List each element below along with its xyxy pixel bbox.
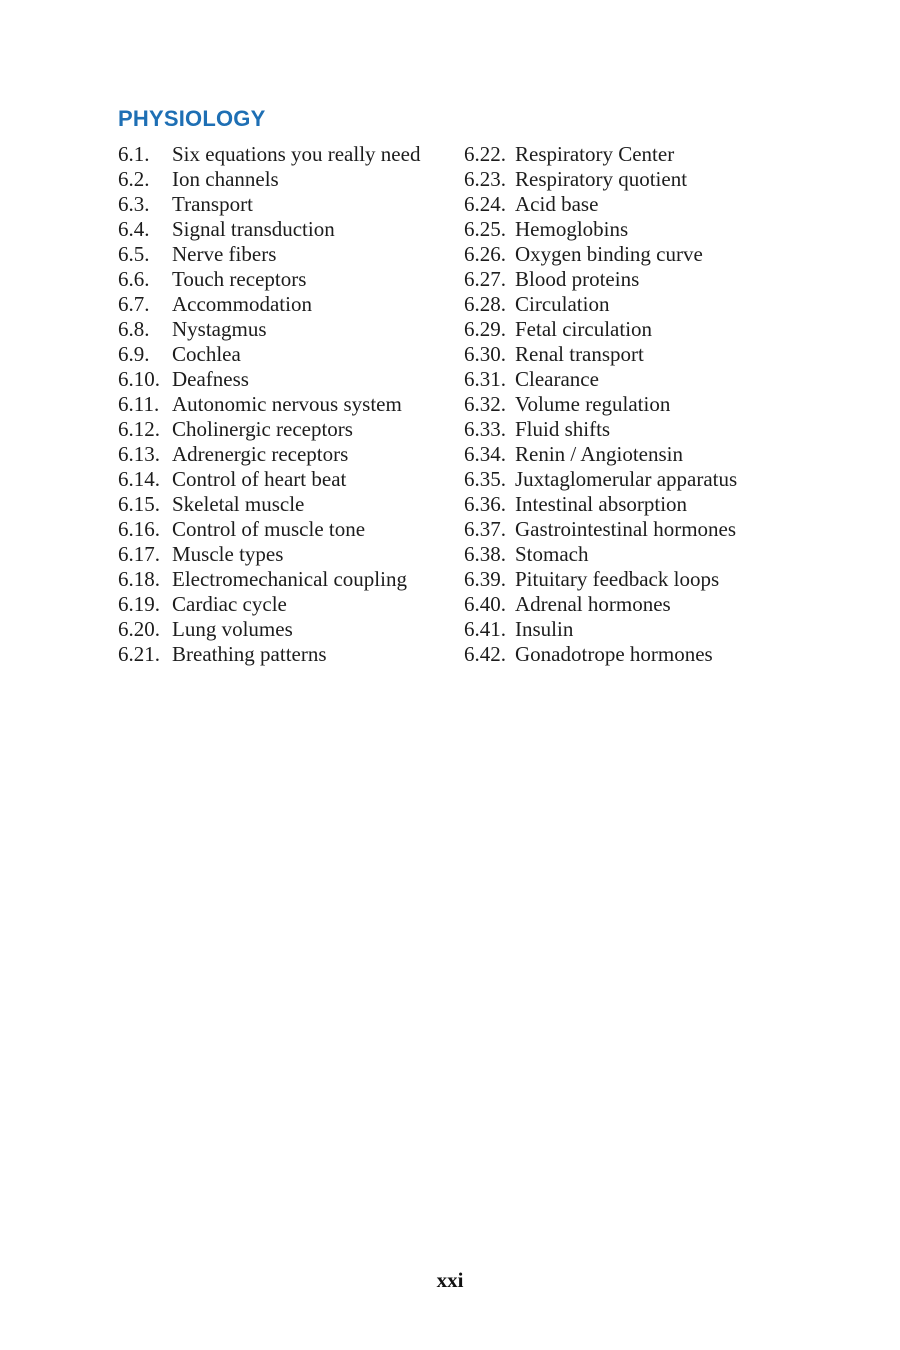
toc-entry-title: Adrenal hormones — [515, 592, 671, 616]
toc-entry — [464, 367, 864, 392]
toc-entry-number: 6.27. — [464, 267, 506, 291]
toc-entry-title: Renal transport — [515, 342, 644, 366]
toc-entry-number: 6.8. — [118, 317, 150, 341]
toc-entry — [118, 292, 464, 317]
toc-entry-number: 6.21. — [118, 642, 160, 666]
toc-entry — [464, 342, 864, 367]
toc-entry-title: Gonadotrope hormones — [515, 642, 713, 666]
toc-entry-number: 6.22. — [464, 142, 506, 166]
toc-entry-title: Stomach — [515, 542, 589, 566]
toc-entry — [464, 442, 864, 467]
toc-entry — [464, 167, 864, 192]
toc-entry-title: Cholinergic receptors — [172, 417, 353, 441]
toc-entry-number: 6.34. — [464, 442, 506, 466]
toc-entry-number: 6.33. — [464, 417, 506, 441]
toc-entry-number: 6.1. — [118, 142, 150, 166]
toc-entry — [118, 242, 464, 267]
toc-entry — [118, 417, 464, 442]
toc-entry-number: 6.35. — [464, 467, 506, 491]
toc-entry-title: Gastrointestinal hormones — [515, 517, 737, 541]
toc-entry-title: Deafness — [172, 367, 249, 391]
table-of-contents — [118, 142, 864, 667]
toc-entry — [118, 167, 464, 192]
toc-entry-title: Acid base — [515, 192, 599, 216]
toc-entry-number: 6.19. — [118, 592, 160, 616]
toc-entry — [118, 642, 464, 667]
toc-entry — [118, 617, 464, 642]
toc-entry-title: Respiratory quotient — [515, 167, 688, 191]
toc-entry-number: 6.5. — [118, 242, 150, 266]
toc-entry-title: Oxygen binding curve — [515, 242, 703, 266]
toc-entry-title: Fetal circulation — [515, 317, 653, 341]
toc-entry — [464, 292, 864, 317]
toc-entry-number: 6.31. — [464, 367, 506, 391]
toc-column-left — [118, 142, 464, 667]
toc-entry-number: 6.28. — [464, 292, 506, 316]
toc-entry-title: Signal transduction — [172, 217, 335, 241]
toc-entry-title: Intestinal absorption — [515, 492, 688, 516]
toc-entry — [118, 492, 464, 517]
toc-entry — [464, 592, 864, 617]
toc-entry-title: Six equations you really need — [172, 142, 421, 166]
toc-entry-title: Ion channels — [172, 167, 279, 191]
toc-entry-number: 6.3. — [118, 192, 150, 216]
toc-entry — [118, 467, 464, 492]
toc-entry-title: Skeletal muscle — [172, 492, 305, 516]
toc-entry-number: 6.12. — [118, 417, 160, 441]
toc-entry-title: Blood proteins — [515, 267, 640, 291]
toc-entry-title: Breathing patterns — [172, 642, 327, 666]
toc-entry — [464, 517, 864, 542]
toc-entry — [464, 192, 864, 217]
toc-entry-number: 6.24. — [464, 192, 506, 216]
toc-entry-number: 6.4. — [118, 217, 150, 241]
toc-entry-title: Clearance — [515, 367, 599, 391]
toc-entry-title: Accommodation — [172, 292, 312, 316]
toc-entry — [118, 142, 464, 167]
toc-entry — [464, 567, 864, 592]
toc-entry-title: Circulation — [515, 292, 610, 316]
toc-entry — [464, 242, 864, 267]
toc-entry-title: Electromechanical coupling — [172, 567, 407, 591]
toc-entry-number: 6.11. — [118, 392, 160, 416]
toc-entry-number: 6.38. — [464, 542, 506, 566]
toc-entry-title: Pituitary feedback loops — [515, 567, 720, 591]
toc-entry-title: Fluid shifts — [515, 417, 611, 441]
toc-entry-title: Cochlea — [172, 342, 241, 366]
toc-entry — [464, 617, 864, 642]
toc-column-right — [464, 142, 864, 667]
toc-entry-number: 6.15. — [118, 492, 160, 516]
toc-entry-number: 6.26. — [464, 242, 506, 266]
toc-entry-number: 6.14. — [118, 467, 160, 491]
toc-entry-title: Control of muscle tone — [172, 517, 366, 541]
toc-entry-title: Nerve fibers — [172, 242, 277, 266]
toc-entry-number: 6.30. — [464, 342, 506, 366]
toc-entry-title: Transport — [172, 192, 253, 216]
toc-entry — [118, 192, 464, 217]
toc-entry-title: Lung volumes — [172, 617, 293, 641]
toc-entry-title: Control of heart beat — [172, 467, 347, 491]
section-heading: PHYSIOLOGY — [118, 106, 266, 131]
toc-entry-number: 6.32. — [464, 392, 506, 416]
toc-entry — [118, 567, 464, 592]
toc-entry-number: 6.37. — [464, 517, 506, 541]
toc-entry — [464, 317, 864, 342]
toc-entry-number: 6.23. — [464, 167, 506, 191]
toc-entry-title: Touch receptors — [172, 267, 307, 291]
toc-entry-title: Autonomic nervous system — [172, 392, 402, 416]
toc-entry-number: 6.7. — [118, 292, 150, 316]
toc-entry-number: 6.40. — [464, 592, 506, 616]
toc-entry-number: 6.36. — [464, 492, 506, 516]
toc-entry-number: 6.41. — [464, 617, 506, 641]
toc-entry-number: 6.2. — [118, 167, 150, 191]
toc-entry — [464, 542, 864, 567]
toc-entry — [118, 542, 464, 567]
toc-entry — [464, 267, 864, 292]
toc-entry-number: 6.9. — [118, 342, 150, 366]
toc-entry-number: 6.25. — [464, 217, 506, 241]
toc-entry-number: 6.29. — [464, 317, 506, 341]
toc-entry — [464, 492, 864, 517]
toc-entry — [118, 392, 464, 417]
toc-entry-title: Cardiac cycle — [172, 592, 287, 616]
toc-entry-number: 6.18. — [118, 567, 160, 591]
toc-entry-title: Adrenergic receptors — [172, 442, 349, 466]
toc-entry-title: Volume regulation — [515, 392, 671, 416]
toc-entry — [464, 417, 864, 442]
toc-entry — [464, 467, 864, 492]
toc-entry — [464, 217, 864, 242]
toc-entry-number: 6.17. — [118, 542, 160, 566]
toc-entry-number: 6.42. — [464, 642, 506, 666]
toc-entry — [118, 342, 464, 367]
toc-entry — [118, 217, 464, 242]
toc-entry-number: 6.16. — [118, 517, 160, 541]
toc-entry-number: 6.39. — [464, 567, 506, 591]
toc-entry-title: Muscle types — [172, 542, 284, 566]
toc-entry — [118, 517, 464, 542]
toc-entry-title: Insulin — [515, 617, 574, 641]
toc-entry-number: 6.20. — [118, 617, 160, 641]
toc-entry-number: 6.13. — [118, 442, 160, 466]
toc-entry — [464, 642, 864, 667]
toc-entry-number: 6.6. — [118, 267, 150, 291]
toc-entry-number: 6.10. — [118, 367, 160, 391]
page-number: xxi — [436, 1268, 464, 1292]
toc-entry — [118, 317, 464, 342]
toc-entry — [464, 142, 864, 167]
toc-entry — [118, 267, 464, 292]
toc-entry — [118, 592, 464, 617]
toc-entry-title: Juxtaglomerular apparatus — [515, 467, 738, 491]
toc-entry-title: Nystagmus — [172, 317, 267, 341]
toc-entry-title: Renin / Angiotensin — [515, 442, 683, 466]
toc-entry-title: Respiratory Center — [515, 142, 675, 166]
toc-entry — [118, 442, 464, 467]
toc-entry-title: Hemoglobins — [515, 217, 629, 241]
toc-entry — [118, 367, 464, 392]
toc-entry — [464, 392, 864, 417]
